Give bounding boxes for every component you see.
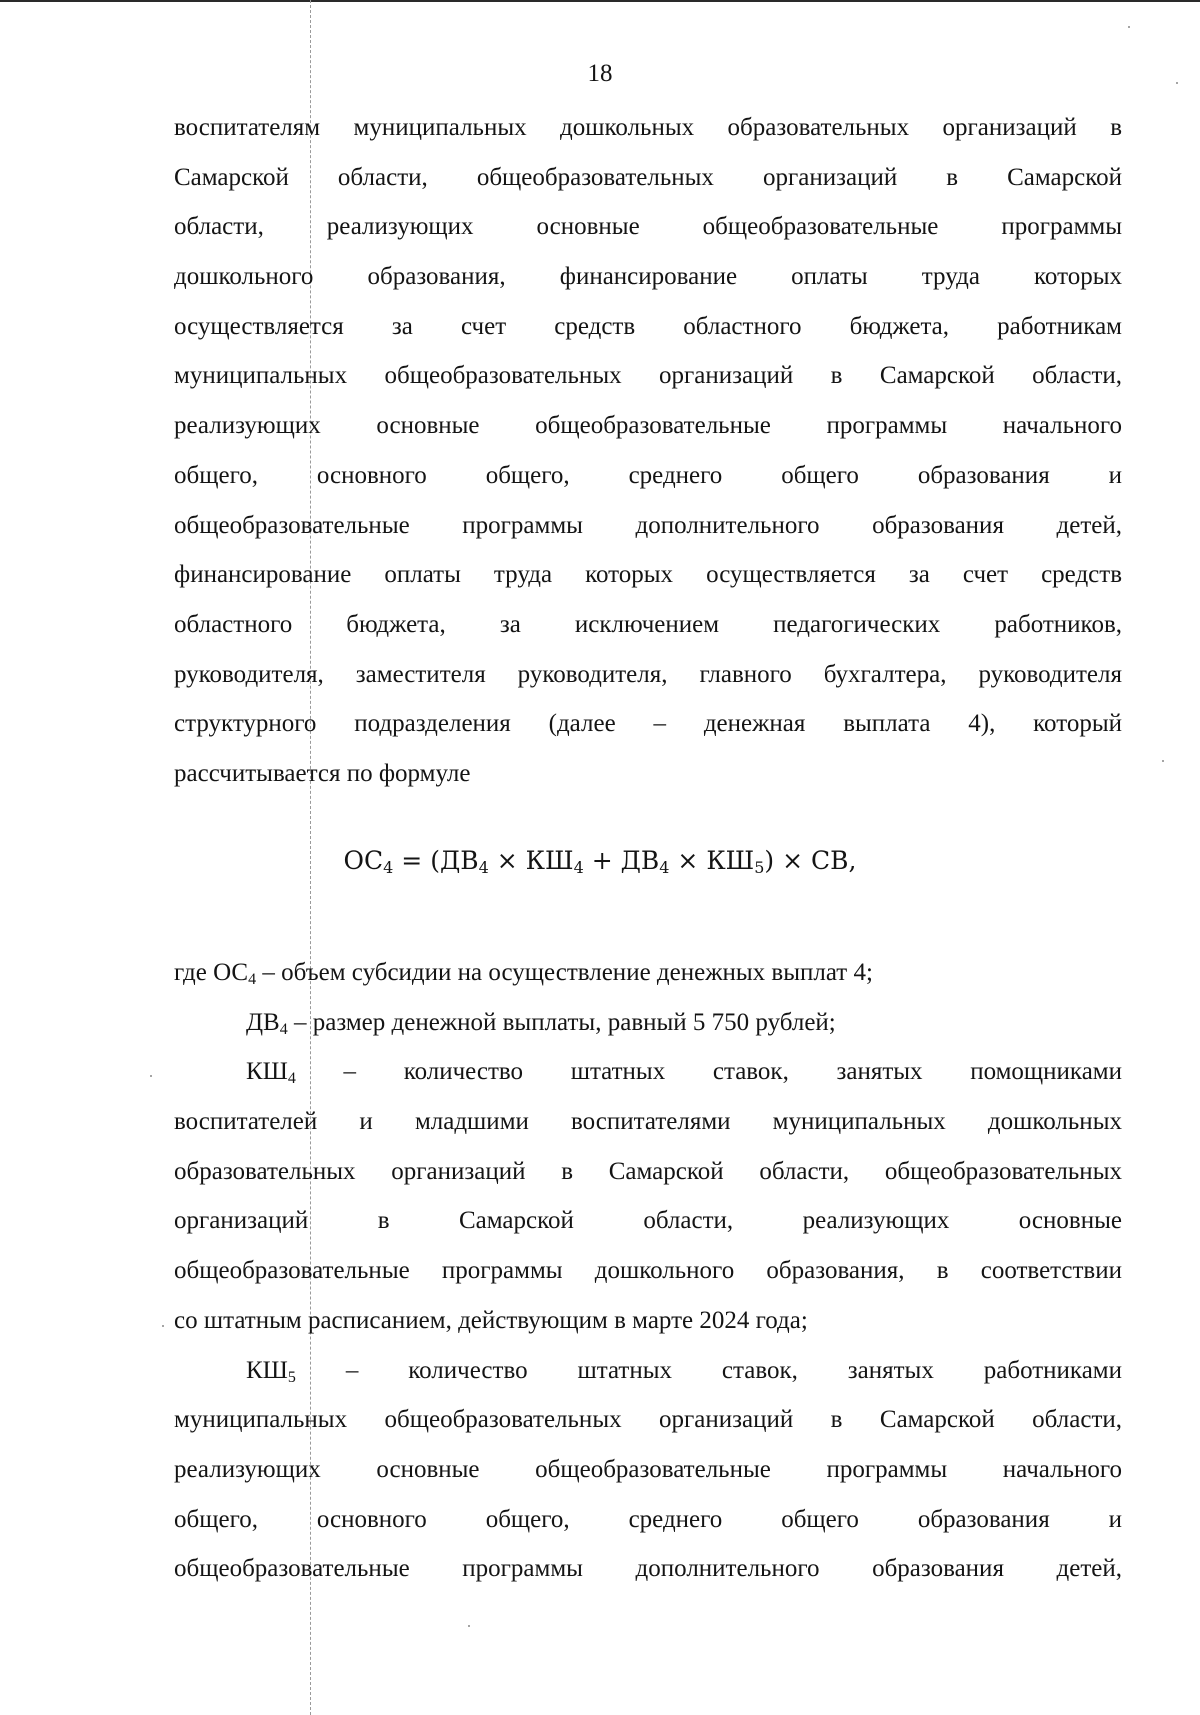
term: КШ [246,1356,288,1384]
formula-part: ) × СВ, [764,846,857,875]
text-line: финансирование оплаты труда которых осуществляется за счет средств [174,561,1122,589]
formula-subscript: 4 [573,858,584,877]
term: ДВ [246,1008,280,1036]
term: где ОС [174,959,249,986]
definitions [174,948,1122,1594]
text-line: реализующих основные общеобразовательные программы начального [174,1455,1122,1483]
formula-part: = (ДВ [393,846,479,875]
text-line: руководителя, заместителя руководителя, главного бухгалтера, руководителя [174,660,1122,688]
definition-text: – размер денежной выплаты, равный 5 750 рублей; [287,1008,836,1036]
formula-subscript: 4 [478,858,489,877]
formula-part: ОС [343,846,384,875]
term-subscript: 4 [279,1020,288,1038]
text-line: реализующих основные общеобразовательные программы начального [174,412,1122,440]
term-subscript: 5 [287,1368,296,1386]
term-subscript: 4 [248,971,257,988]
text-line: воспитателям муниципальных дошкольных образовательных организаций в [174,114,1122,141]
definition-text: – количество штатных ставок, занятых работниками [295,1356,1122,1384]
text-line: муниципальных общеобразовательных организаций в Самарской области, [174,1406,1122,1434]
formula-part: × КШ [488,846,574,875]
text-line: организаций в Самарской области, реализующих основные [174,1207,1122,1235]
definition-ksh5 [174,1346,1122,1396]
text-line: общеобразовательные программы дошкольного образования, в соответствии [174,1257,1122,1285]
text-line: муниципальных общеобразовательных организаций в Самарской области, [174,362,1122,390]
paragraph-main [174,103,1122,799]
text-line: общеобразовательные программы дополнительного образования детей, [174,1555,1122,1583]
scan-speck [150,1075,152,1077]
term-subscript: 4 [287,1070,296,1088]
text-line: воспитателей и младшими воспитателями муниципальных дошкольных [174,1108,1122,1136]
definition-text: – количество штатных ставок, занятых помощниками [295,1058,1122,1086]
text-line: структурного подразделения (далее – денежная выплата 4), который [174,710,1122,738]
scan-speck [468,1625,470,1627]
formula-subscript: 4 [659,858,670,877]
page-number: 18 [587,60,613,87]
text-line: со штатным расписанием, действующим в марте 2024 года; [174,1306,808,1334]
page-top-edge [0,0,1200,2]
text-line: Самарской области, общеобразовательных организаций в Самарской [174,163,1122,191]
scan-speck [162,1325,164,1327]
formula-part: + ДВ [583,846,660,875]
text-line: образовательных организаций в Самарской области, общеобразовательных [174,1157,1122,1185]
text-line: областного бюджета, за исключением педагогических работников, [174,610,1122,638]
text-line: дошкольного образования, финансирование оплаты труда которых [174,263,1122,291]
formula-subscript: 4 [383,858,394,877]
text-line: общего, основного общего, среднего общего образования и [174,461,1122,489]
scan-speck [1128,26,1130,28]
text-line: общего, основного общего, среднего общего образования и [174,1505,1122,1533]
text-line: рассчитывается по формуле [174,759,471,787]
formula-part: × КШ [669,846,755,875]
definition-os [174,948,1122,998]
text-line: общеобразовательные программы дополнительного образования детей, [174,511,1122,539]
text-line: области, реализующих основные общеобразовательные программы [174,213,1122,241]
definition-dv [174,998,1122,1048]
definition-text: – объем субсидии на осуществление денежных выплат 4; [256,959,873,986]
scan-speck [1162,760,1164,762]
definition-ksh4 [174,1047,1122,1097]
formula-subscript: 5 [754,858,765,877]
formula [0,846,1200,875]
term: КШ [246,1058,288,1086]
text-line: осуществляется за счет средств областного бюджета, работникам [174,312,1122,340]
